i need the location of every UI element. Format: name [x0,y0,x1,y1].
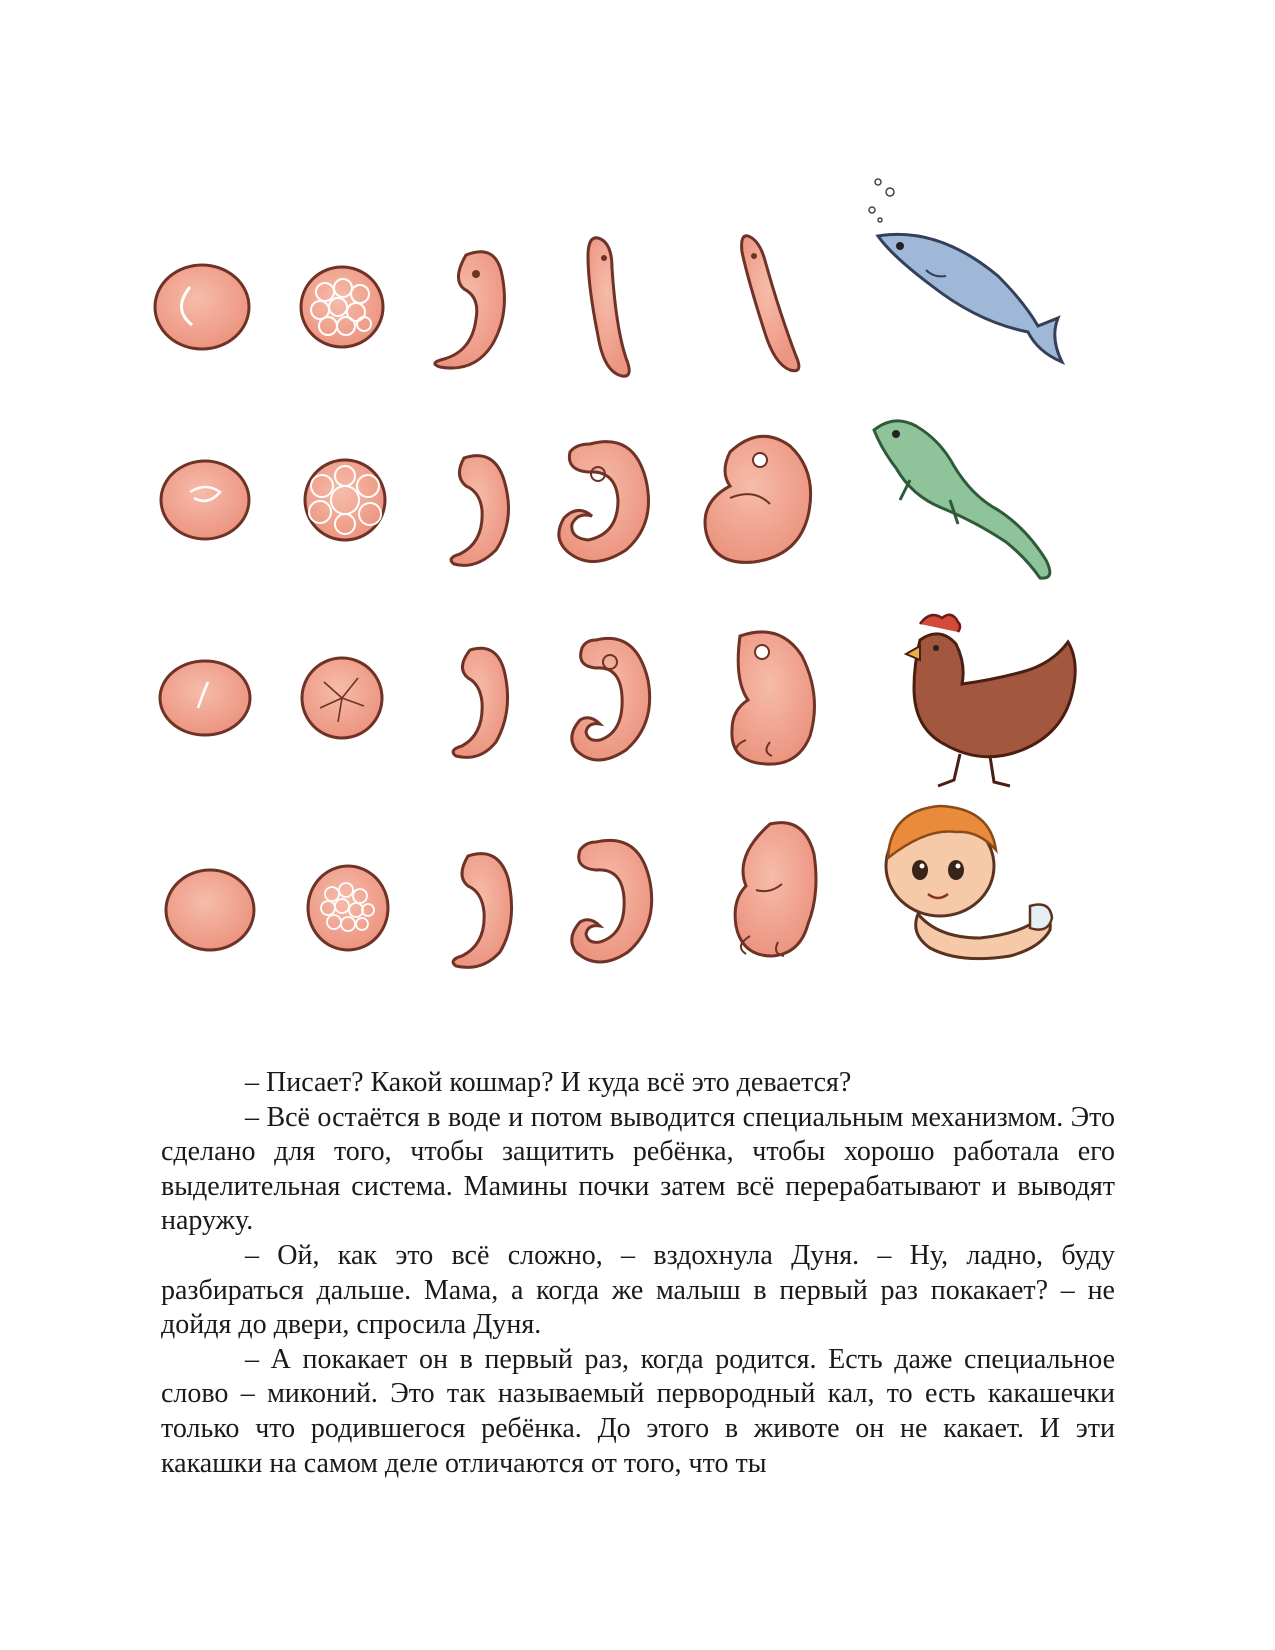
hen-icon [906,615,1075,786]
embryo-mid-icon [572,638,650,760]
embryo-late-icon [742,236,799,371]
row-hen [160,615,1075,786]
embryo-development-illustration [150,170,1110,1030]
embryo-early-icon [451,456,508,566]
story-text [161,1066,1115,1481]
baby-icon [886,806,1052,959]
embryo-late-icon [705,436,811,562]
row-human [166,806,1052,967]
paragraph: – Всё остаётся в воде и потом выводится специальным механизмом. Это сделано для того, чтобы защитить ребёнка, чтобы хорошо работала его выделительная система. Мамины почки затем всё перерабатывают и выводят наружу. [161,1101,1115,1237]
embryo-early-icon [453,854,511,968]
embryo-early-icon [453,648,507,757]
embryo-late-icon [732,632,815,764]
fish-icon [869,179,1062,362]
row-fish [155,179,1062,376]
egg-icon [155,265,249,349]
morula-icon [308,866,388,950]
lizard-icon [874,421,1050,578]
morula-icon [305,460,385,540]
paragraph: – Писает? Какой кошмар? И куда всё это девается? [245,1067,852,1098]
embryo-mid-icon [572,840,652,962]
paragraph: – А покакает он в первый раз, когда родится. Есть даже специальное слово – миконий. Это так называемый первородный кал, то есть какашечки только что родившегося ребёнка. До этого в животе он не какает. И эти какашки на самом деле отличаются от того, что ты [161,1343,1115,1479]
row-lizard [161,421,1050,578]
embryo-mid-icon [588,238,629,376]
embryo-late-icon [735,823,816,956]
egg-icon [160,661,250,735]
embryo-early-icon [435,252,505,368]
morula-icon [301,267,383,347]
morula-icon [302,658,382,738]
egg-icon [161,461,249,539]
egg-icon [166,870,254,950]
paragraph: – Ой, как это всё сложно, – вздохнула Дуня. – Ну, ладно, буду разбираться дальше. Мама, а когда же малыш в первый раз покакает? – не дойдя до двери, спросила Дуня. [161,1239,1115,1341]
embryo-mid-icon [559,442,649,562]
